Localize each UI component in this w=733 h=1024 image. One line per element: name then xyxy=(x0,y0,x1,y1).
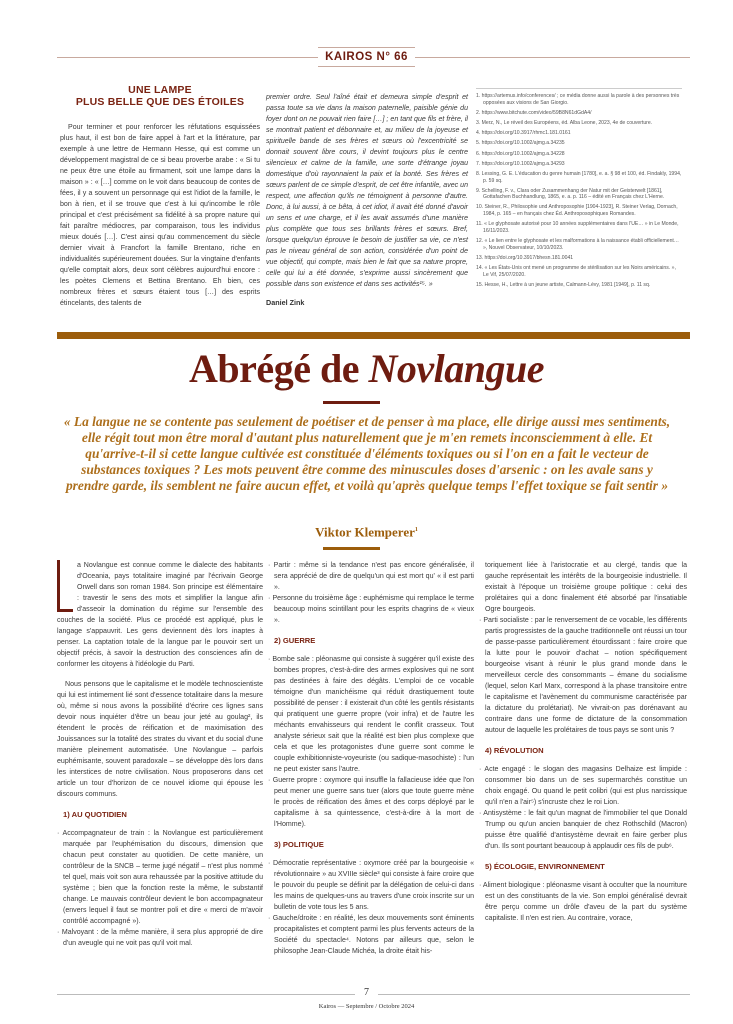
footnote-ref: 1 xyxy=(414,527,418,533)
subsection-heading: 3) POLITIQUE xyxy=(274,840,324,849)
body-column-2 xyxy=(268,560,474,957)
footnote: 10. Steiner, R., Philosophie und Anthroposophie [1904-1923], R. Steiner Verlag, Dornach, 1984, p. 165 – en français chez Éd. Anthroposophiques Romandes. xyxy=(476,204,678,218)
footnote: 13. https://doi.org/10.3917/bhesn.181.0041 xyxy=(476,254,574,261)
issue-label: KAIROS N° 66 xyxy=(318,47,415,67)
list-item: · Malvoyant : de la même manière, il sera plus approprié de dire d'un aveugle qui ne voit pas qu'il voit mal. xyxy=(57,929,263,947)
footnote: 11. « Le glyphosate autorisé pour 10 années supplémentaires dans l'UE… » in Le Monde, 16/11/2023. xyxy=(476,221,679,234)
subsection-heading: 2) GUERRE xyxy=(274,636,316,645)
list-item: · Partir : même si la tendance n'est pas encore généralisée, il sera apprécié de dire de quelqu'un qui est mort qu' « il est parti ». xyxy=(268,562,474,591)
quote-rule xyxy=(323,547,380,550)
footer-publication: Kairos — Septembre / Octobre 2024 xyxy=(318,1003,415,1010)
footnote: 7. https://doi.org/10.1002/ajmg.a.34293 xyxy=(476,160,565,167)
list-item: · Aliment biologique : pléonasme visant à occulter que la nourriture est un des constituants de la vie. Son emploi généralisé devrait être perçu comme un drôle d'aveu de la part du système capitaliste. Il n'en est rien. Au contraire, vorace, xyxy=(479,882,688,922)
list-item: · Acte engagé : le slogan des magasins Delhaize est limpide : consommer bio dans un de ses supermarchés constitue un choix engagé. Ou quand le petit colibri (qui est plus narcissique qu'il n'en a l'air⁵) s'incruste chez le roi Lion. xyxy=(479,766,687,806)
heading-line-1: UNE LAMPE xyxy=(128,84,192,96)
title-italic: Novlangue xyxy=(368,346,544,391)
list-item: · Bombe sale : pléonasme qui consiste à suggérer qu'il existe des bombes propres, c'est-à-dire des armes explosives qui ne sont pas destinées à faire des dégâts. L'emploi de ce vocable témoigne d'un manichéisme qui réduit drastiquement toute possibilité de penser : il existerait d'un côté les gentils résistants qui pratiquent une guerre propre (voir infra) et de l'autre les méchants envahisseurs qui rendent le conflit crasseux. Tout analyste sérieux sait que la réalité est bien plus complexe que cela et que les protagonistes d'une guerre sont comme le couple exhibitionniste-voyeuriste (ou sadique-masochiste) : l'un ne peut exister sans l'autre. xyxy=(268,656,474,773)
list-item: · Accompagnateur de train : la Novlangue est particulièrement marquée par l'euphémisation du discours, dimension que chacun peut constater au quotidien. De cette manière, un contrôleur de la SNCB – terme jugé négatif – n'est plus nommé tel quel, mais voit son aura rehaussée par la positive attitude du système ; bien que la fonction reste la même, le substantif change. Le mauvais contrôleur devient le bon accompagnateur (envers lequel il faut se montrer poli et dire « merci de m'avoir contrôlé accompagné »). xyxy=(57,830,263,925)
quote-author xyxy=(0,522,733,540)
article-title xyxy=(0,344,733,394)
epigraph-quote: « La langue ne se contente pas seulement de poétiser et de penser à ma place, elle dirige aussi mes sentiments, elle régit tout mon être moral d'autant plus naturellement que je m'en remets inconsciemment à elle. Et qu'arrive-t-il si cette langue cultivée est constituée d'éléments toxiques ou si l'on en a fait le vecteur de substances toxiques ? Les mots peuvent être comme des minuscules doses d'arsenic : on les avale sans y prendre garde, ils semblent ne faire aucun effet, et voilà qu'après quelque temps l'effet toxique se fait sentir » xyxy=(63,414,671,493)
title-plain: Abrégé de xyxy=(189,346,369,391)
paragraph: premier ordre. Seul l'aîné était et demeura simple d'esprit et passa toute sa vie dans la maison paternelle, paisible génie du foyer dont on ne pouvait rien faire […] ; en tant que fils et frère, il se montrait patient et débonnaire et, au milieu de la joyeuse et spirituelle bande de ses frères et sœurs où l'excentricité se donnait souvent libre cours, il devint toujours plus le centre silencieux et calme de la famille, une sorte d'étrange joyau domestique d'où rayonnaient la paix et la bonté. Ses frères et sœurs parlent de ce simple d'esprit, de cet être infantile, avec un respect, une affection qu'ils ne témoignent à personne d'autre. Donc, à lui aussi, à ce bêta, à cet idiot, il avait été donné d'avoir un sens et une charge, et il les avait assumés d'une manière plus complète que tous ses brillants frères et sœurs. Bref, lorsque quelqu'un éprouve le besoin de justifier sa vie, ce n'est pas le niveau général de son action, considérée d'un point de vue objectif, qui compte, mais bien le fait que sa nature propre, celle qui lui a été donnée, s'exprime aussi sincèrement que possible dans son existence et dans ses activités¹⁵. » xyxy=(266,94,468,288)
intro-paragraph xyxy=(57,560,263,670)
footnote: 14. « Les États-Unis ont mené un programme de stérilisation sur les Noirs américains. », Le Vif, 25/07/2020. xyxy=(476,265,676,278)
drop-cap xyxy=(57,560,73,612)
heading-line-2: PLUS BELLE QUE DES ÉTOILES xyxy=(75,96,245,108)
paragraph: Pour terminer et pour renforcer les réfutations esquissées plus haut, il est bon de faire appel à l'art et la littérature, par exemple à une lettre de Hermann Hesse, qui est comme un développement magistral de ce si beau proverbe arabe : « Si tu ne peux être une étoile au firmament, soit une lampe dans la maison » : « […] comme on le voit dans beaucoup de contes de fées, il y a souvent un personnage qui est l'idiot de la famille, le bon à rien, et il se trouve que c'est à lui qu'incombe le rôle principal et c'est précisément sa fidélité à sa propre nature qui fait paraître médiocres, par comparaison, tous les individus mieux doués […]. C'est ainsi qu'au commencement du siècle dernier vivait à Francfort la famille Brentano, riche en individualités supérieurement douées. Sur la vingtaine d'enfants qu'elle comptait alors, deux sont célèbres aujourd'hui encore : les poètes Clemens et Bettina Brentano. Eh bien, ces nombreux frères et sœurs étaient tous […] des esprits étincelants, des talents de xyxy=(60,124,260,307)
footnote: 5. https://doi.org/10.1002/ajmg.a.34235 xyxy=(476,140,565,147)
page-number: 7 xyxy=(364,987,369,998)
subsection-heading: 1) AU QUOTIDIEN xyxy=(63,810,127,819)
header-rule-right xyxy=(415,57,690,58)
footnote: 9. Schelling, F. v., Clara oder Zusammenhang der Natur mit der Geisterwelt [1861], Gottafachen Buchhandlung, 1865, e. a. p. 116 – édité en Français chez L'Herne. xyxy=(476,187,665,201)
footnote: 15. Hesse, H., Lettre à un jeune artiste, Calmann-Lévy, 1981 [1949], p. 11 sq. xyxy=(476,281,651,288)
title-rule xyxy=(323,401,380,404)
list-item: · Antisystème : le fait qu'un magnat de l'immobilier tel que Donald Trump ou qu'un ancien banquier de chez Rothschild (Macron) puisse être qualifié d'antisystème devrait en faire gerber plus d'un. Ils sont pourtant beaucoup à applaudir ces fils de pub⁶. xyxy=(479,810,687,850)
list-item: · Parti socialiste : par le renversement de ce vocable, les différents partis progressistes de la gauche traditionnelle ont réussi un tour de passe-passe particulièrement étourdissant : faire croire que la lutte pour le pouvoir d'achat – notion spécifiquement bourgeoise visant à réunir le plus grand monde dans le merveilleux cercle des consommants – émane du socialisme (lequel, selon Karl Marx, correspond à la phase transitoire entre le capitalisme et l'avènement du communisme caractérisée par la dictature du prolétariat). Ne vivrait-on pas dorénavant au contraire dans une forme de dictature de la consommation autour de laquelle les prolétaires de tous pays se sont unis ? xyxy=(479,617,687,734)
author-name: Daniel Zink xyxy=(266,298,305,307)
footnote: 4. https://doi.org/10.3917/rhmc1.181.0161 xyxy=(476,130,571,137)
subsection-heading: 5) ÉCOLOGIE, ENVIRONNEMENT xyxy=(485,862,605,871)
subsection-heading: 4) RÉVOLUTION xyxy=(485,746,544,755)
list-item: · Gauche/droite : en réalité, les deux mouvements sont éminents procapitalistes et comptent parmi les plus fervents acteurs de la Société du spectacle⁴. Notons par ailleurs que, selon le philosophe Jean-Claude Michéa, la droite était his- xyxy=(268,915,474,955)
header-rule-left xyxy=(57,57,318,58)
footnote: 2. https://www.bitchute.com/video/59B8N61dGdA4/ xyxy=(476,109,592,116)
list-item: · Personne du troisième âge : euphémisme qui remplace le terme beaucoup moins scintillant pour les esprits chagrins de « vieux ». xyxy=(268,595,474,624)
body-column-1 xyxy=(57,560,263,949)
paragraph: Nous pensons que le capitalisme et le modèle technoscientiste qui lui est intimement lié sont d'essence totalitaire dans la mesure où, même si nous avons la possibilité d'écrire ces lignes sans devoir nous inquiéter d'être un beau jour jeté au goulag², ils étendent le procès de réification et de maximisation des Jouissances sur la totalité des strates du vivant et du social d'une manière pleinement automatisée. Une Novlangue – parfois euphémisante, souvent paradoxale – se développe dès lors dans les interstices de notre civilisation. Nous proposerons dans cet article un tour d'horizon de ce nouvel idiome qui épouse les discours communs. xyxy=(57,681,263,798)
footnote: 6. https://doi.org/10.1002/ajmg.a.34228 xyxy=(476,150,565,157)
section-heading xyxy=(60,84,260,108)
section-divider-bar xyxy=(57,332,690,339)
footnote: 8. Lessing, G. E. L'éducation du genre humain [1780], e. a. § 98 et 100, éd. Findakly, 1994, p. 59 sq. xyxy=(476,170,682,184)
quote-author-name: Viktor Klemperer xyxy=(315,524,415,540)
top-column-2 xyxy=(266,92,468,307)
body-column-3 xyxy=(479,560,687,924)
footnote: 12. « Le lien entre le glyphosate et les malformations à la naissance établi officiellement… », Nouvel Observateur, 10/10/2023. xyxy=(476,238,679,251)
list-item: · Démocratie représentative : oxymore créé par la bourgeoisie « révolutionnaire » au XVIIIe siècle³ qui consiste à faire croire que le pouvoir du peuple se définit par la délégation de celui-ci dans les mains de quelques-uns au travers d'une croix inscrite sur un bulletin de vote tous les 5 ans. xyxy=(268,860,474,911)
paragraph-text: a Novlangue est connue comme le dialecte des habitants d'Oceania, pays totalitaire imaginé par l'écrivain George Orwell dans son roman 1984. Son principe est élémentaire : travestir le sens des mots et simplifier la langue afin d'asseoir la domination du régime sur l'ensemble des couches de la société. Plus ce procédé est appliqué, plus le langage s'appauvrit. Les gens deviennent dès lors inaptes à penser. La captation totale de la langue par le pouvoir sert un objectif précis, à savoir la destruction des consciences afin de conformer les citoyens à l'idéologie du Parti. xyxy=(57,562,263,668)
footnotes xyxy=(476,88,682,292)
footnote: 1. https://artemus.info/conferences/ ; ce média donne aussi la parole à des personnes très opposées aux visions de San Giorgio. xyxy=(476,93,680,106)
top-column-1 xyxy=(60,84,260,309)
list-item-continued: toriquement liée à l'aristocratie et au clergé, tandis que la gauche représentait les intérêts de la bourgeoisie industrielle. Il existait à l'époque un troisième groupe politique : celui des prolétaires qui a donc finalement été absorbé par l'insatiable Ogre bourgeois. xyxy=(485,562,687,613)
list-item: · Guerre propre : oxymore qui insuffle la fallacieuse idée que l'on peut mener une guerre sans tuer (alors que toute guerre mène le procès de réification des âmes et des corps déployé par le capitalisme à sa quintessence, c'est-à-dire à la mort de l'Homme). xyxy=(268,777,474,828)
footnote: 3. Merz, N., Le réveil des Européens, éd. Alba Leone, 2023, 4e de couverture. xyxy=(476,119,653,126)
